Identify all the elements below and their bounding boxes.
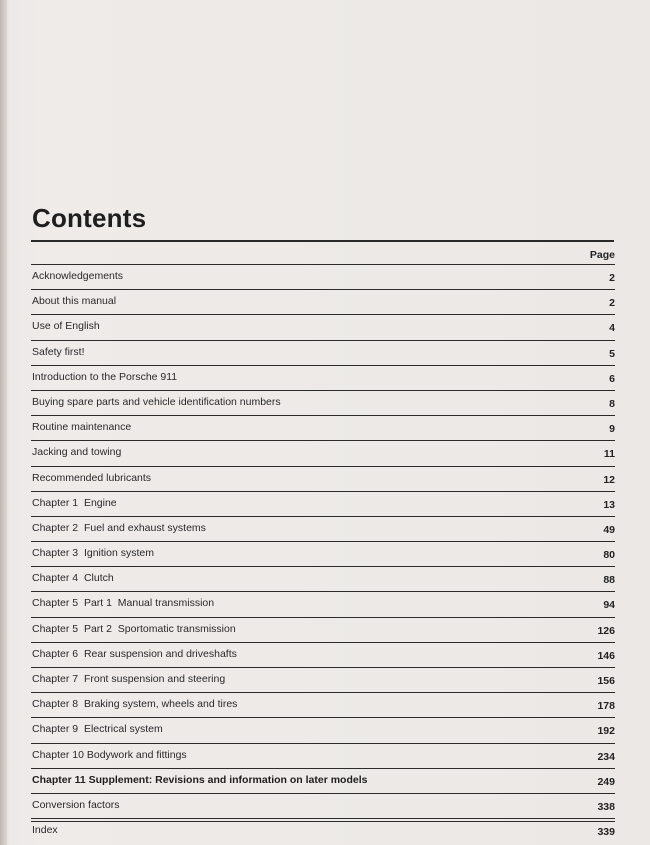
toc-entry-label: Chapter 5 Part 1 Manual transmission (32, 597, 215, 610)
bottom-divider (31, 821, 615, 822)
toc-entry-page-number: 13 (603, 498, 615, 511)
toc-entry-page-number: 6 (609, 372, 615, 385)
toc-entry-page-number: 249 (597, 775, 615, 788)
toc-entry[interactable] (31, 314, 615, 338)
toc-entry[interactable] (31, 743, 615, 767)
toc-entry[interactable] (31, 365, 615, 389)
toc-entry[interactable] (31, 667, 615, 691)
toc-entry[interactable] (31, 793, 615, 817)
toc-entry-page-number: 146 (597, 649, 615, 662)
toc-entry[interactable] (31, 692, 615, 716)
toc-entry-page-number: 2 (609, 272, 615, 284)
toc-entry-label: Acknowledgements (32, 270, 124, 282)
toc-entry-label: Chapter 10 Bodywork and fittings (32, 748, 187, 761)
toc-entry[interactable] (31, 541, 615, 565)
toc-entry-label: Chapter 3 Ignition system (32, 547, 154, 560)
toc-entry-page-number: 126 (597, 624, 615, 637)
contents-list (31, 264, 615, 843)
toc-entry-label: Chapter 1 Engine (32, 496, 117, 509)
toc-entry-page-number: 234 (597, 750, 615, 763)
toc-entry-label: Chapter 4 Clutch (32, 572, 114, 585)
toc-entry-page-number: 178 (597, 700, 615, 713)
toc-entry-label: Index (32, 824, 58, 837)
toc-entry-label: Chapter 9 Electrical system (32, 723, 163, 736)
toc-entry-label: Routine maintenance (32, 421, 132, 434)
toc-entry[interactable] (31, 516, 615, 540)
toc-entry[interactable] (31, 264, 615, 288)
toc-entry[interactable] (31, 491, 615, 515)
toc-entry[interactable] (31, 289, 615, 313)
toc-entry-label: Buying spare parts and vehicle identification numbers (32, 395, 281, 408)
toc-entry[interactable] (31, 591, 615, 615)
toc-entry[interactable] (31, 390, 615, 414)
toc-entry-label: Use of English (32, 320, 100, 333)
toc-entry[interactable] (31, 617, 615, 641)
toc-entry-label: Jacking and towing (32, 446, 122, 459)
toc-entry-label: Chapter 11 Supplement: Revisions and information on later models (32, 773, 368, 786)
toc-entry-page-number: 192 (597, 725, 615, 738)
toc-entry-page-number: 88 (603, 574, 615, 587)
toc-entry[interactable] (31, 415, 615, 439)
toc-entry-page-number: 80 (603, 549, 615, 562)
toc-entry-page-number: 11 (603, 448, 615, 461)
toc-entry-page-number: 49 (603, 523, 615, 536)
toc-entry-page-number: 156 (597, 675, 615, 687)
toc-entry[interactable] (31, 440, 615, 464)
toc-entry-label: Conversion factors (32, 798, 120, 811)
toc-entry-page-number: 12 (603, 473, 615, 486)
toc-entry-label: Chapter 5 Part 2 Sportomatic transmission (32, 622, 236, 635)
toc-entry-label: Chapter 8 Braking system, wheels and tires (32, 698, 238, 711)
toc-entry[interactable] (31, 466, 615, 490)
toc-entry[interactable] (31, 642, 615, 666)
toc-entry-page-number: 339 (597, 826, 615, 839)
page-column-header: Page (589, 249, 615, 261)
toc-entry-page-number: 94 (603, 599, 615, 612)
toc-entry-label: Chapter 6 Rear suspension and driveshafts (32, 647, 237, 660)
toc-entry-label: Safety first! (32, 345, 85, 358)
toc-entry[interactable] (31, 566, 615, 590)
toc-entry-label: Chapter 7 Front suspension and steering (32, 673, 226, 685)
toc-entry-page-number: 338 (597, 800, 615, 813)
toc-entry[interactable] (31, 340, 615, 364)
title-divider (31, 240, 614, 242)
toc-entry-page-number: 4 (609, 322, 615, 335)
toc-entry-label: Introduction to the Porsche 911 (32, 370, 178, 383)
toc-entry[interactable] (31, 768, 615, 792)
toc-entry-label: Recommended lubricants (32, 471, 152, 484)
toc-entry-page-number: 2 (609, 297, 615, 310)
page-spine-shadow (0, 0, 7, 845)
toc-entry-page-number: 5 (609, 347, 615, 360)
toc-entry-page-number: 8 (609, 397, 615, 410)
page-title: Contents (32, 203, 147, 233)
toc-entry-label: Chapter 2 Fuel and exhaust systems (32, 521, 206, 534)
toc-entry-label: About this manual (32, 295, 117, 308)
toc-entry[interactable] (31, 717, 615, 741)
toc-entry-page-number: 9 (609, 423, 615, 436)
